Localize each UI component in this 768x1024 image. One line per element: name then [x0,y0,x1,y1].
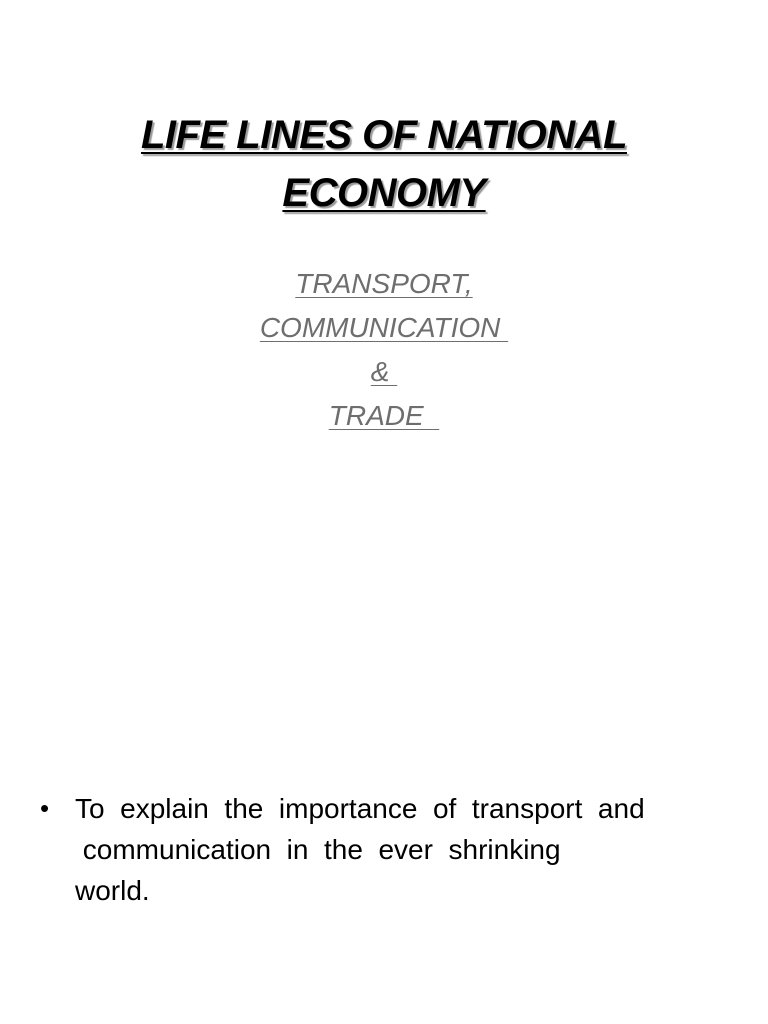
subtitle-text: TRADE [328,400,440,431]
bullet-line: world. [75,875,150,906]
bullet-list [40,788,730,911]
subtitle-line [0,262,768,306]
bullet-line: communication in the ever shrinking [75,834,561,865]
bullet-text [75,788,730,911]
slide-subtitle [0,262,768,438]
bullet-marker: • [40,793,50,823]
subtitle-text: COMMUNICATION [259,312,509,343]
bullet-item [40,788,730,911]
subtitle-text: TRANSPORT, [295,268,473,299]
title-line: ECONOMY [282,171,486,215]
subtitle-line [0,306,768,350]
subtitle-line [0,394,768,438]
bullet-line: To explain the importance of transport and [75,793,645,824]
subtitle-text: & [370,356,398,387]
slide-title [0,106,768,222]
title-line: LIFE LINES OF NATIONAL [140,113,627,157]
subtitle-line [0,350,768,394]
